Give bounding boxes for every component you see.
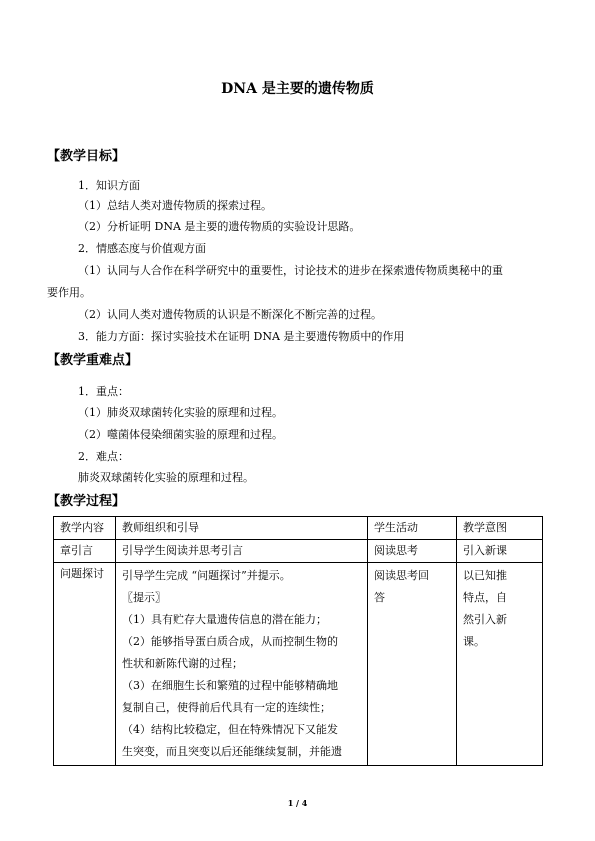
goals-line: 3．能力方面：探讨实验技术在证明 DNA 是主要遗传物质中的作用 bbox=[78, 330, 405, 343]
student-line: 答 bbox=[374, 591, 385, 604]
intent-line: 特点，自 bbox=[463, 591, 507, 604]
keypoints-line: （1）肺炎双球菌转化实验的原理和过程。 bbox=[78, 406, 283, 419]
teacher-line: 引导学生完成 “问题探讨”并提示。 bbox=[122, 569, 291, 582]
goals-line: （2）分析证明 DNA 是主要的遗传物质的实验设计思路。 bbox=[78, 220, 361, 233]
table-header-row bbox=[54, 517, 543, 540]
section-heading-keypoints: 【教学重难点】 bbox=[47, 353, 139, 368]
keypoints-line: 2．难点： bbox=[78, 450, 129, 463]
document-title: DNA 是主要的遗传物质 bbox=[221, 81, 374, 97]
table-cell-teacher bbox=[116, 563, 368, 766]
table-cell-student bbox=[368, 563, 457, 766]
table-header-cell: 教学意图 bbox=[457, 517, 543, 540]
table-header-cell: 学生活动 bbox=[368, 517, 457, 540]
teacher-line: （1）具有贮存大量遗传信息的潜在能力； bbox=[122, 613, 327, 626]
teacher-line: 生突变，而且突变以后还能继续复制，并能遗 bbox=[122, 745, 342, 758]
keypoints-line: （2）噬菌体侵染细菌实验的原理和过程。 bbox=[78, 428, 283, 441]
goals-line: 要作用。 bbox=[47, 286, 91, 299]
table-cell: 问题探讨 bbox=[54, 563, 116, 766]
goals-line: 1．知识方面 bbox=[78, 179, 140, 192]
table-row bbox=[54, 540, 543, 563]
section-heading-process: 【教学过程】 bbox=[47, 494, 126, 509]
student-line: 阅读思考回 bbox=[374, 569, 429, 582]
goals-line: 2．情感态度与价值观方面 bbox=[78, 242, 206, 255]
table-cell: 阅读思考 bbox=[368, 540, 457, 563]
table-cell: 章引言 bbox=[54, 540, 116, 563]
teacher-line: （2）能够指导蛋白质合成，从而控制生物的 bbox=[122, 635, 338, 648]
teacher-line: （3）在细胞生长和繁殖的过程中能够精确地 bbox=[122, 679, 338, 692]
keypoints-line: 1．重点： bbox=[78, 385, 129, 398]
teacher-line: 复制自己，使得前后代具有一定的连续性； bbox=[122, 701, 331, 714]
table-cell: 引入新课 bbox=[457, 540, 543, 563]
intent-line: 课。 bbox=[463, 635, 485, 648]
page-number: 1 / 4 bbox=[287, 798, 308, 808]
table-cell: 引导学生阅读并思考引言 bbox=[116, 540, 368, 563]
section-heading-goals: 【教学目标】 bbox=[47, 149, 126, 164]
table-header-cell: 教学内容 bbox=[54, 517, 116, 540]
table-cell-intent bbox=[457, 563, 543, 766]
teacher-line: 性状和新陈代谢的过程； bbox=[122, 657, 243, 670]
keypoints-line: 肺炎双球菌转化实验的原理和过程。 bbox=[78, 471, 254, 484]
goals-line: （1）总结人类对遗传物质的探索过程。 bbox=[78, 199, 272, 212]
table-header-cell: 教师组织和引导 bbox=[116, 517, 368, 540]
goals-line: （2）认同人类对遗传物质的认识是不断深化不断完善的过程。 bbox=[78, 308, 382, 321]
intent-line: 以已知推 bbox=[463, 569, 507, 582]
goals-line: （1）认同与人合作在科学研究中的重要性，讨论技术的进步在探索遗传物质奥秘中的重 bbox=[78, 264, 503, 277]
teacher-line: （4）结构比较稳定，但在特殊情况下又能发 bbox=[122, 723, 338, 736]
teacher-line: 〖提示〗 bbox=[122, 591, 166, 604]
intent-line: 然引入新 bbox=[463, 613, 507, 626]
table-row bbox=[54, 563, 543, 766]
teaching-process-table bbox=[53, 516, 543, 766]
